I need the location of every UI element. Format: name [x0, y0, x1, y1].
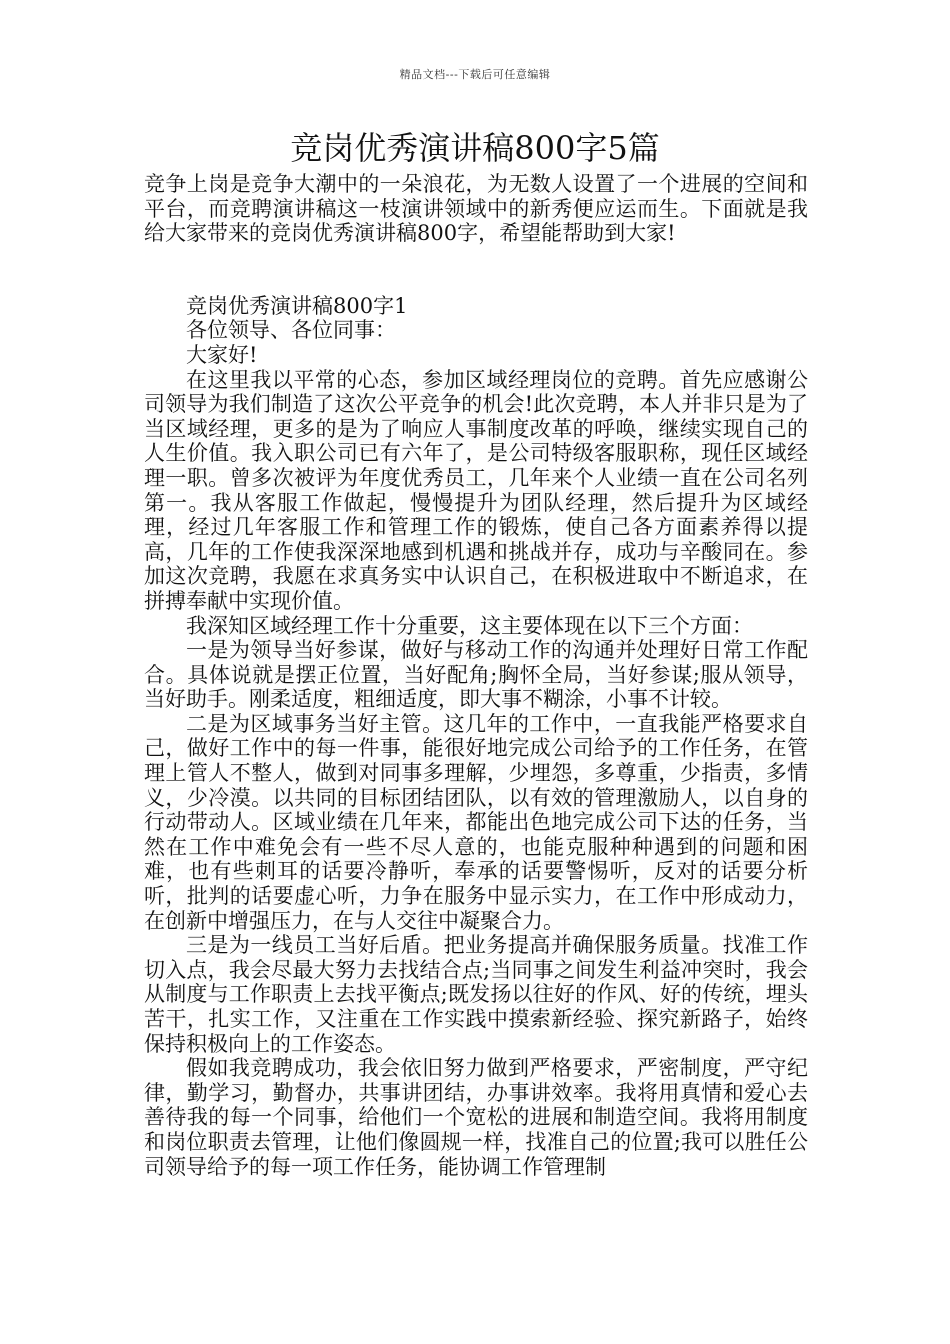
paragraph-gap [144, 246, 808, 294]
section-title: 竞岗优秀演讲稿800字1 [186, 293, 408, 318]
header-note: 精品文档---下载后可任意编辑 [399, 68, 551, 81]
body-paragraph: 三是为一线员工当好后盾。把业务提高并确保服务质量。找准工作切入点，我会尽最大努力去找结合点;当同事之间发生利益冲突时，我会从制度与工作职责上去找平衡点;既发扬以往好的作风、好的传统，埋头苦干，扎实工作，又注重在工作实践中摸索新经验、探究新路子，始终保持积极向上的工作姿态。 [144, 933, 808, 1056]
salutation: 各位领导、各位同事： [186, 318, 396, 343]
greeting: 大家好! [186, 342, 258, 367]
body-paragraph: 一是为领导当好参谋，做好与移动工作的沟通并处理好日常工作配合。具体说就是摆正位置，当好配角;胸怀全局，当好参谋;服从领导，当好助手。刚柔适度，粗细适度，即大事不糊涂，小事不计较。 [144, 638, 808, 712]
body-paragraph: 假如我竞聘成功，我会依旧努力做到严格要求，严密制度，严守纪律，勤学习，勤督办，共事讲团结，办事讲效率。我将用真情和爱心去善待我的每一个同事，给他们一个宽松的进展和制造空间。我将用制度和岗位职责去管理，让他们像圆规一样，找准自己的位置;我可以胜任公司领导给予的每一项工作任务，能协调工作管理制 [144, 1056, 808, 1179]
body-paragraph: 在这里我以平常的心态，参加区域经理岗位的竞聘。首先应感谢公司领导为我们制造了这次公平竞争的机会!此次竞聘，本人并非只是为了当区域经理，更多的是为了响应人事制度改革的呼唤，继续实现自己的人生价值。我入职公司已有六年了，是公司特级客服职称，现任区域经理一职。曾多次被评为年度优秀员工，几年来个人业绩一直在公司名列第一。我从客服工作做起，慢慢提升为团队经理，然后提升为区域经理，经过几年客服工作和管理工作的锻炼，使自己各方面素养得以提高，几年的工作使我深深地感到机遇和挑战并存，成功与辛酸同在。参加这次竞聘，我愿在求真务实中认识自己，在积极进取中不断追求，在拼搏奉献中实现价值。 [144, 367, 808, 613]
document-body [144, 172, 808, 1179]
body-paragraph: 二是为区域事务当好主管。这几年的工作中，一直我能严格要求自己，做好工作中的每一件事，能很好地完成公司给予的工作任务，在管理上管人不整人，做到对同事多理解，少埋怨，多尊重，少指责，多情义，少冷漠。以共同的目标团结团队，以有效的管理激励人，以自身的行动带动人。区域业绩在几年来，都能出色地完成公司下达的任务，当然在工作中难免会有一些不尽人意的，也能克服种种遇到的问题和困难，也有些刺耳的话要冷静听，奉承的话要警惕听，反对的话要分析听，批判的话要虚心听，力争在服务中显示实力，在工作中形成动力，在创新中增强压力，在与人交往中凝聚合力。 [144, 711, 808, 933]
document-title: 竞岗优秀演讲稿800字5篇 [290, 129, 660, 167]
intro-paragraph: 竞争上岗是竞争大潮中的一朵浪花，为无数人设置了一个进展的空间和平台，而竞聘演讲稿这一枝演讲领域中的新秀便应运而生。下面就是我给大家带来的竞岗优秀演讲稿800字，希望能帮助到大家! [144, 172, 808, 246]
body-paragraph: 我深知区域经理工作十分重要，这主要体现在以下三个方面： [186, 613, 753, 638]
